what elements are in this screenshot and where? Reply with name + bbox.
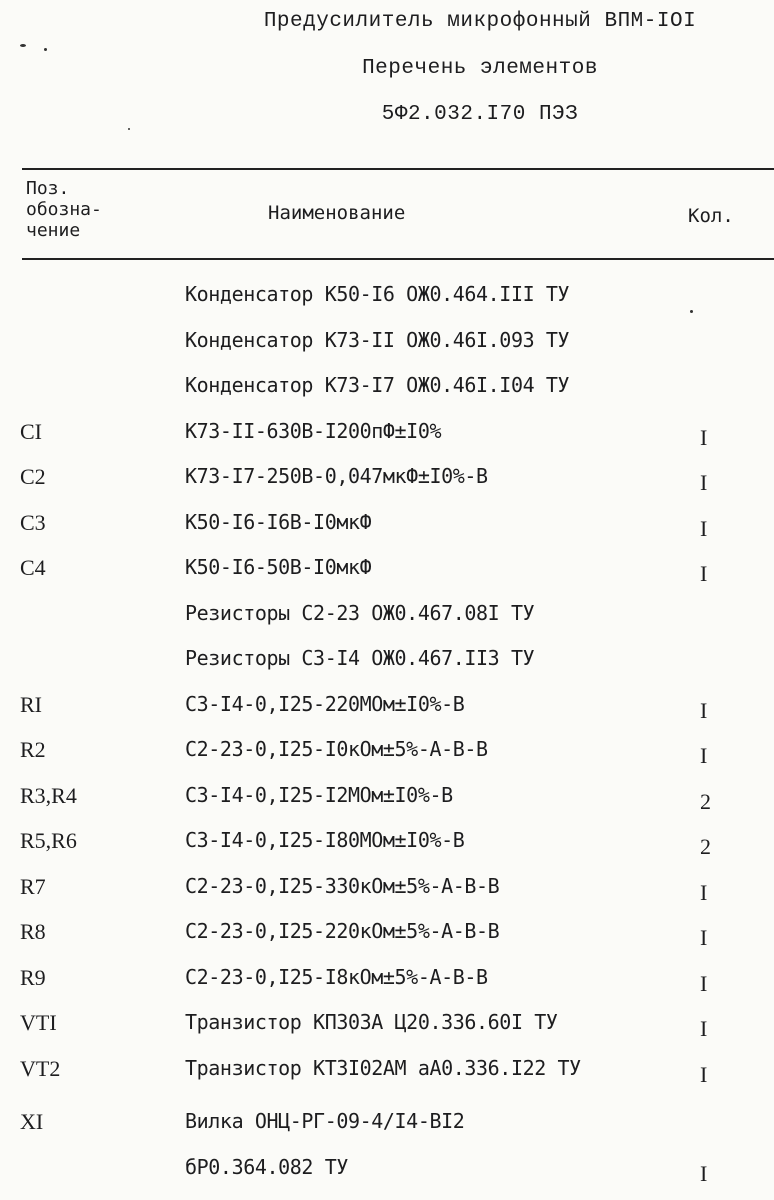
row-quantity: I bbox=[700, 925, 708, 950]
row-name: бР0.364.082 ТУ bbox=[185, 1154, 348, 1179]
table-row bbox=[0, 464, 774, 508]
row-quantity: I bbox=[700, 879, 708, 905]
row-quantity: I bbox=[700, 1160, 708, 1186]
row-position: C4 bbox=[20, 555, 46, 580]
row-position: C3 bbox=[20, 509, 46, 535]
document-subtitle: Перечень элементов bbox=[362, 57, 598, 80]
table-row bbox=[0, 692, 774, 736]
row-quantity: I bbox=[700, 561, 708, 586]
row-name: С3-I4-0,I25-I80МОм±I0%-В bbox=[185, 828, 465, 852]
table-row bbox=[0, 510, 774, 554]
row-name: Вилка ОНЦ-РГ-09-4/I4-ВI2 bbox=[185, 1109, 465, 1133]
row-position: CI bbox=[20, 418, 42, 444]
document-title: Предусилитель микрофонный ВПМ-IOI bbox=[263, 10, 697, 33]
table-row bbox=[0, 783, 774, 827]
row-name: К73-II-630В-I200пФ±I0% bbox=[185, 418, 442, 443]
row-position: XI bbox=[20, 1109, 44, 1134]
table-row bbox=[0, 282, 774, 326]
row-quantity: I bbox=[700, 743, 708, 768]
table-row bbox=[0, 965, 774, 1009]
row-name: К73-I7-250В-0,047мкФ±I0%-В bbox=[185, 464, 488, 488]
scan-speck bbox=[44, 48, 47, 51]
row-quantity: 2 bbox=[700, 834, 711, 859]
column-header-position: Поз. обозна- чение bbox=[26, 178, 102, 241]
row-quantity: I bbox=[700, 470, 708, 495]
row-quantity: I bbox=[700, 1061, 708, 1087]
table-row bbox=[0, 555, 774, 599]
row-name: С2-23-0,I25-220кОм±5%-А-В-В bbox=[185, 919, 500, 943]
row-name: Транзистор КТ3I02АМ аА0.336.I22 ТУ bbox=[185, 1055, 581, 1080]
table-row bbox=[0, 373, 774, 417]
row-quantity: I bbox=[700, 970, 708, 996]
column-header-name: Наименование bbox=[268, 202, 406, 224]
table-row bbox=[0, 1155, 774, 1199]
row-quantity: 2 bbox=[700, 788, 711, 814]
row-name: К50-I6-I6В-I0мкФ bbox=[185, 509, 372, 534]
row-name: С3-I4-0,I25-220МОм±I0%-В bbox=[185, 691, 465, 716]
scan-speck bbox=[128, 128, 130, 130]
table-row bbox=[0, 646, 774, 690]
row-quantity: I bbox=[700, 697, 708, 723]
column-header-quantity: Кол. bbox=[688, 205, 734, 227]
row-position: C2 bbox=[20, 464, 46, 489]
row-quantity: I bbox=[700, 515, 708, 541]
row-name: С2-23-0,I25-330кОм±5%-А-В-В bbox=[185, 873, 500, 898]
table-row bbox=[0, 828, 774, 872]
row-name: Конденсатор К73-II ОЖ0.46I.093 ТУ bbox=[185, 327, 570, 352]
row-position: R8 bbox=[20, 919, 46, 944]
row-position: R9 bbox=[20, 964, 46, 990]
table-row bbox=[0, 419, 774, 463]
table-row bbox=[0, 1010, 774, 1054]
table-row bbox=[0, 1056, 774, 1100]
table-row bbox=[0, 328, 774, 372]
row-name: С2-23-0,I25-I8кОм±5%-А-В-В bbox=[185, 964, 488, 989]
row-name: Резисторы С3-I4 ОЖ0.467.II3 ТУ bbox=[185, 646, 535, 670]
scan-speck bbox=[690, 310, 693, 313]
row-position: R2 bbox=[20, 737, 46, 762]
header-top-rule bbox=[22, 168, 774, 170]
table-row bbox=[0, 1109, 774, 1153]
row-quantity: I bbox=[700, 424, 708, 450]
row-position: RI bbox=[20, 691, 42, 717]
row-name: К50-I6-50В-I0мкФ bbox=[185, 555, 372, 579]
row-position: VT2 bbox=[20, 1055, 61, 1081]
row-position: R3,R4 bbox=[20, 782, 77, 808]
row-name: Конденсатор К73-I7 ОЖ0.46I.I04 ТУ bbox=[185, 373, 570, 397]
row-quantity: I bbox=[700, 1016, 708, 1041]
row-name: Резисторы С2-23 ОЖ0.467.08I ТУ bbox=[185, 600, 535, 625]
scan-speck bbox=[20, 44, 26, 47]
row-name: Транзистор КП303А Ц20.336.60I ТУ bbox=[185, 1010, 558, 1034]
table-row bbox=[0, 737, 774, 781]
row-position: R7 bbox=[20, 873, 46, 899]
row-position: R5,R6 bbox=[20, 828, 77, 853]
row-name: С3-I4-0,I25-I2МОм±I0%-В bbox=[185, 782, 453, 807]
row-position: VTI bbox=[20, 1010, 57, 1035]
table-row bbox=[0, 874, 774, 918]
header-bottom-rule bbox=[22, 258, 774, 260]
row-name: С2-23-0,I25-I0кОм±5%-А-В-В bbox=[185, 737, 488, 761]
document-code: 5Ф2.032.I70 ПЭЗ bbox=[381, 103, 579, 126]
row-name: Конденсатор К50-I6 ОЖ0.464.III ТУ bbox=[185, 282, 570, 306]
table-row bbox=[0, 601, 774, 645]
table-row bbox=[0, 919, 774, 963]
